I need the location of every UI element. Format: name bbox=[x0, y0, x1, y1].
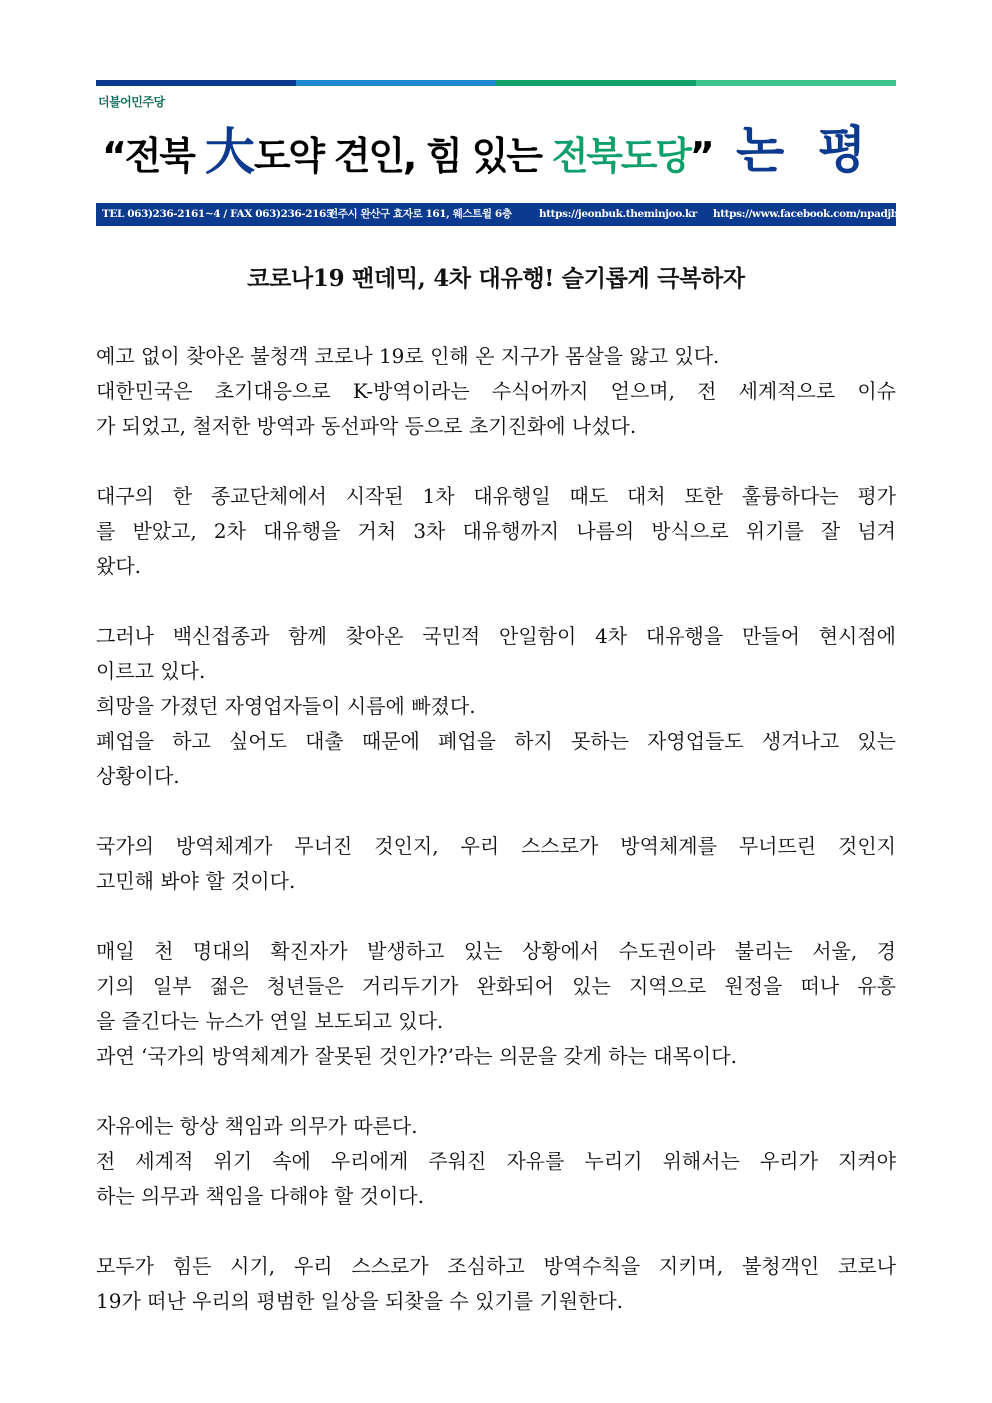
text-line: 폐업을 하고 싶어도 대출 때문에 폐업을 하지 못하는 자영업들도 생겨나고 있는 bbox=[96, 729, 896, 753]
text-line: 을 즐긴다는 뉴스가 연일 보도되고 있다. bbox=[96, 1009, 444, 1033]
text-line: 자유에는 항상 책임과 의무가 따른다. bbox=[96, 1114, 418, 1138]
paragraph bbox=[96, 619, 896, 794]
slogan-big-char: 大 bbox=[204, 123, 254, 181]
text-line: 대구의 한 종교단체에서 시작된 1차 대유행일 때도 대처 또한 훌륭하다는 평가 bbox=[96, 484, 896, 508]
slogan bbox=[102, 124, 713, 184]
text-line: 왔다. bbox=[96, 554, 141, 578]
text-line: 모두가 힘든 시기, 우리 스스로가 조심하고 방역수칙을 지키며, 불청객인 코로나 bbox=[96, 1254, 896, 1278]
text-line: 하는 의무과 책임을 다해야 할 것이다. bbox=[96, 1184, 424, 1208]
contact-info-bar bbox=[96, 203, 896, 226]
slogan-close: ” bbox=[689, 134, 713, 178]
text-line: 상황이다. bbox=[96, 764, 180, 788]
paragraph bbox=[96, 339, 896, 444]
color-bar-segment bbox=[96, 80, 296, 86]
text-line: 과연 ‘국가의 방역체계가 잘못된 것인가?’라는 의문을 갖게 하는 대목이다. bbox=[96, 1044, 737, 1068]
press-header-banner bbox=[96, 80, 896, 226]
facebook-link[interactable]: https://www.facebook.com/npadjb bbox=[713, 208, 898, 220]
header-color-bar bbox=[96, 80, 896, 86]
text-line: 를 받았고, 2차 대유행을 거처 3차 대유행까지 나름의 방식으로 위기를 잘 넘겨 bbox=[96, 519, 896, 543]
paragraph bbox=[96, 934, 896, 1074]
slogan-middle: 도약 견인, 힘 있는 bbox=[253, 134, 552, 178]
tel-fax: TEL 063)236-2161~4 / FAX 063)236-2165 bbox=[102, 208, 333, 220]
text-line: 예고 없이 찾아온 불청객 코로나 19로 인해 온 지구가 몸살을 앓고 있다. bbox=[96, 344, 720, 368]
paragraph bbox=[96, 1249, 896, 1319]
party-logo-text: 더불어민주당 bbox=[98, 95, 165, 109]
slogan-green: 전북도당 bbox=[551, 134, 690, 178]
slogan-open: “전북 bbox=[102, 134, 205, 178]
paragraph bbox=[96, 479, 896, 584]
website-link[interactable]: https://jeonbuk.theminjoo.kr bbox=[539, 208, 697, 220]
paragraph bbox=[96, 1109, 896, 1214]
text-line: 대한민국은 초기대응으로 K-방역이라는 수식어까지 얻으며, 전 세계적으로 이슈 bbox=[96, 379, 896, 403]
color-bar-segment bbox=[696, 80, 896, 86]
text-line: 고민해 봐야 할 것이다. bbox=[96, 869, 296, 893]
text-line: 국가의 방역체계가 무너진 것인지, 우리 스스로가 방역체계를 무너뜨린 것인지 bbox=[96, 834, 896, 858]
text-line: 그러나 백신접종과 함께 찾아온 국민적 안일함이 4차 대유행을 만들어 현시점에 bbox=[96, 624, 896, 648]
address: 전주시 완산구 효자로 161, 웨스트윌 6층 bbox=[328, 208, 512, 220]
text-line: 이르고 있다. bbox=[96, 659, 206, 683]
document-body bbox=[96, 339, 896, 1319]
text-line: 가 되었고, 철저한 방역과 동선파악 등으로 초기진화에 나섰다. bbox=[96, 414, 637, 438]
paragraph bbox=[96, 829, 896, 899]
text-line: 전 세계적 위기 속에 우리에게 주워진 자유를 누리기 위해서는 우리가 지켜야 bbox=[96, 1149, 896, 1173]
text-line: 19가 떠난 우리의 평범한 일상을 되찾을 수 있기를 기원한다. bbox=[96, 1289, 624, 1313]
color-bar-segment bbox=[496, 80, 696, 86]
text-line: 매일 천 명대의 확진자가 발생하고 있는 상황에서 수도권이라 불리는 서울, 경 bbox=[96, 939, 896, 963]
document-kind: 논 평 bbox=[736, 121, 875, 179]
text-line: 기의 일부 젊은 청년들은 거리두기가 완화되어 있는 지역으로 원정을 떠나 유흥 bbox=[96, 974, 896, 998]
text-line: 희망을 가졌던 자영업자들이 시름에 빠졌다. bbox=[96, 694, 476, 718]
document-title: 코로나19 팬데믹, 4차 대유행! 슬기롭게 극복하자 bbox=[247, 265, 745, 292]
color-bar-segment bbox=[296, 80, 496, 86]
